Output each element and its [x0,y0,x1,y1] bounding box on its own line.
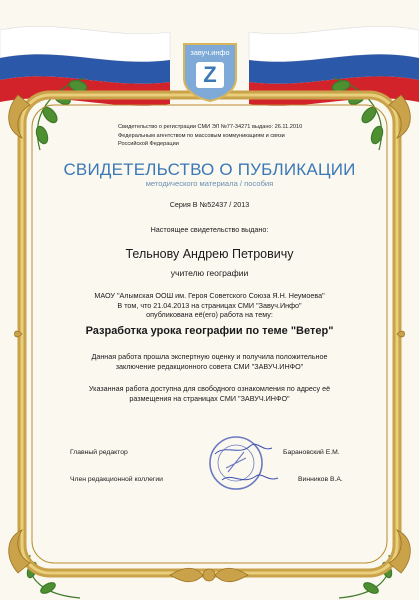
series-number: Серия В №52437 / 2013 [169,200,250,209]
issued-to-label: Настоящее свидетельство выдано: [150,225,269,234]
review-line-2: заключение редакционного совета СМИ "ЗАВУЧ.ИНФО" [115,362,304,371]
logo-brand-text: завуч.инфо [190,48,230,57]
registration-line-2: Федеральным агентством по массовым коммуникациям и связи [118,132,285,139]
logo-letter: Z [203,62,217,87]
school-line: МАОУ "Алымская ООШ им. Героя Советского Союза Я.Н. Неумоева" [94,291,325,300]
review-line-1: Данная работа прошла экспертную оценку и получила положительное [91,352,328,361]
recipient-name: Тельнову Андрею Петровичу [125,247,294,261]
publish-line-1: В том, что 21.04.2013 на страницах СМИ "Завуч.Инфо" [117,301,302,310]
registration-line-3: Российской Федерации [118,141,179,148]
recipient-position: учителю географии [170,268,249,278]
access-line-2: размещения на страницах СМИ "ЗАВУЧ.ИНФО" [129,394,290,403]
certificate-title: СВИДЕТЕЛЬСТВО О ПУБЛИКАЦИИ [63,160,356,179]
board-member-name: Винников В.А. [298,476,343,483]
logo-badge [180,42,240,102]
certificate-subtitle: методического материала / пособия [145,179,274,188]
chief-editor-label: Главный редактор [70,449,128,456]
registration-line-1: Свидетельство о регистрации СМИ ЭЛ №77-34271 выдано: 26.11.2010 [118,124,303,130]
work-title: Разработка урока географии по теме "Ветер" [85,325,334,337]
access-line-1: Указанная работа доступна для свободного ознакомления по адресу её [88,384,331,393]
publish-line-2: опубликована её(его) работа на тему: [146,310,273,319]
board-member-label: Член редакционной коллегии [70,476,163,483]
registration-info [118,123,302,149]
chief-editor-name: Барановский Е.М. [283,449,340,456]
